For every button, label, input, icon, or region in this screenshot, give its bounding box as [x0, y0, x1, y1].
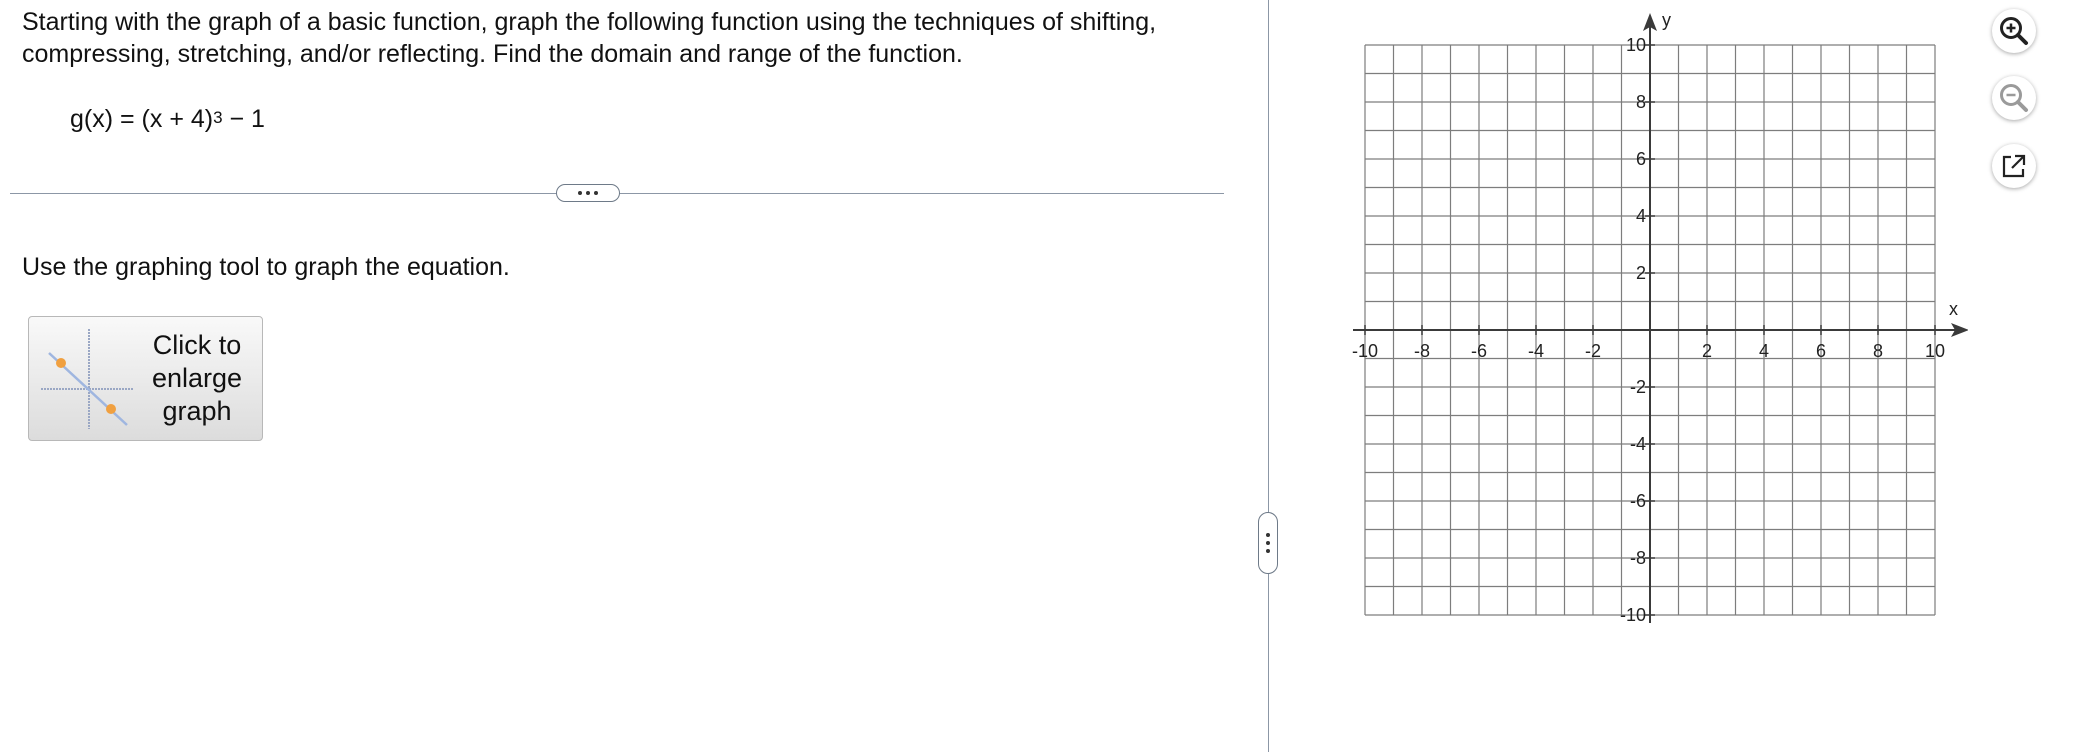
y-tick-label: -8: [1629, 548, 1646, 568]
x-tick-label: -8: [1413, 341, 1431, 361]
pop-out-icon: [1999, 151, 2029, 181]
y-tick-label: 2: [1635, 263, 1646, 283]
pop-out-button[interactable]: [1992, 144, 2036, 188]
axes: [1353, 13, 1968, 623]
zoom-out-button[interactable]: [1992, 76, 2036, 120]
zoom-in-button[interactable]: [1992, 9, 2036, 53]
x-tick-label: -6: [1470, 341, 1488, 361]
x-tick-label: 4: [1758, 341, 1770, 361]
zoom-out-icon: [1997, 81, 2031, 115]
x-tick-label: 2: [1701, 341, 1713, 361]
x-tick-label: -10: [1351, 341, 1379, 361]
formula-constant: − 1: [222, 105, 265, 133]
y-tick-label: -6: [1629, 491, 1646, 511]
expand-collapse-button[interactable]: [556, 184, 620, 202]
x-tick-label: -4: [1527, 341, 1545, 361]
x-tick-label: 8: [1872, 341, 1884, 361]
x-tick-label: 6: [1815, 341, 1827, 361]
function-formula: [70, 103, 265, 138]
formula-exponent: 3: [213, 108, 223, 127]
y-tick-label: -10: [1619, 605, 1646, 625]
enlarge-graph-button[interactable]: [28, 316, 263, 441]
x-tick-label: -2: [1584, 341, 1602, 361]
y-tick-label: 6: [1635, 149, 1646, 169]
y-axis-label: y: [1662, 10, 1671, 30]
graph-thumbnail-icon: [39, 325, 135, 433]
formula-base: g(x) = (x + 4): [70, 105, 214, 133]
instruction-text: Use the graphing tool to graph the equation.: [22, 253, 510, 281]
y-tick-label: -4: [1629, 434, 1646, 454]
zoom-in-icon: [1997, 14, 2031, 48]
y-tick-label: 10: [1625, 35, 1646, 55]
problem-statement: Starting with the graph of a basic function, graph the following function using the techniques of shifting, compressing, stretching, and/or reflecting. Find the domain and range of the function.: [22, 8, 1157, 68]
y-tick-label: 4: [1635, 206, 1646, 226]
coordinate-grid[interactable]: [1268, 0, 1968, 752]
x-tick-label: 10: [1924, 341, 1946, 361]
x-axis-label: x: [1949, 299, 1958, 319]
graph-pane: [1268, 0, 2080, 752]
y-tick-label: -2: [1629, 377, 1646, 397]
y-tick-label: 8: [1635, 92, 1646, 112]
enlarge-graph-label: Click to enlarge graph: [151, 330, 243, 426]
ellipsis-icon: [578, 191, 598, 195]
